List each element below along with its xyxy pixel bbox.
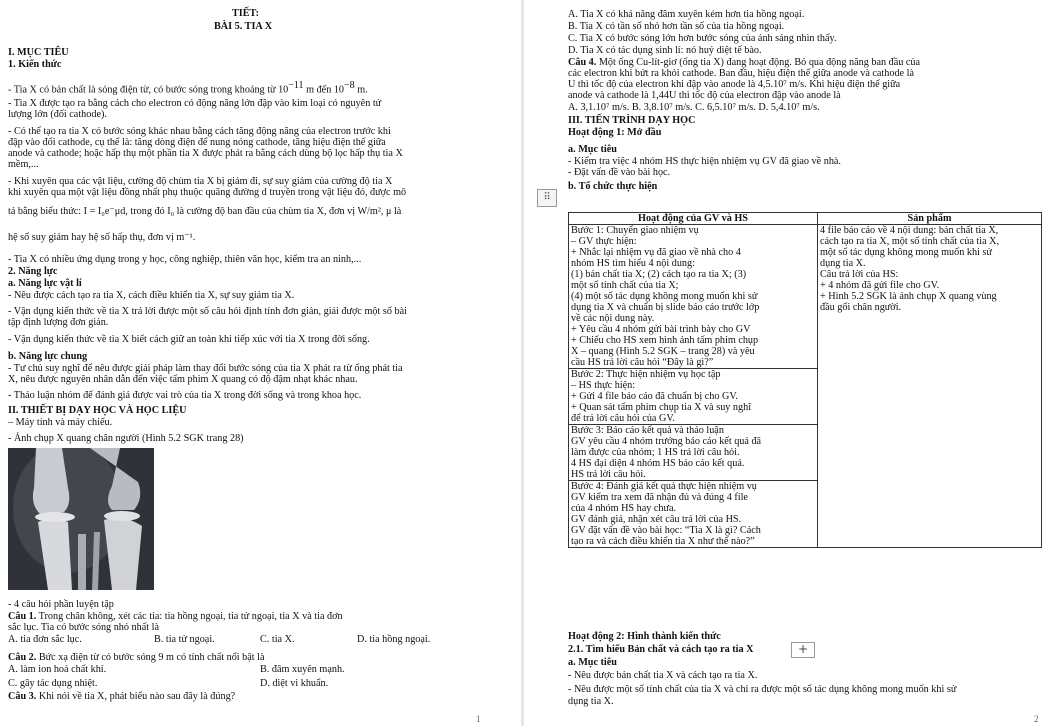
table-line: + Hình 5.2 SGK là ảnh chụp X quang vùng: [820, 291, 997, 302]
activity-2-objective-cont: dụng tia X.: [568, 696, 614, 707]
q3-option-c: C. Tia X có bước sóng lớn hơn bước sóng của ánh sáng nhìn thấy.: [568, 33, 837, 44]
table-line: GV yêu cầu 4 nhóm trưởng báo cáo kết quả đã: [571, 436, 762, 447]
knowledge-item-3-cont: đập vào đối cathode, cụ thể là: tăng dòng điện để nung nóng cathode, tăng hiệu điện thế giữa: [8, 137, 386, 148]
table-header-activity: Hoạt động của GV và HS: [569, 213, 818, 225]
knowledge-item-2-cont: lượng lớn (đối cathode).: [8, 109, 107, 120]
table-line: Bước 2: Thực hiện nhiệm vụ học tập: [569, 368, 817, 380]
table-line: Bước 1: Chuyển giao nhiệm vụ: [571, 225, 699, 236]
table-line: Câu trả lời của HS:: [820, 269, 899, 280]
table-line: 4 file báo cáo về 4 nội dung: bản chất tia X,: [820, 225, 999, 236]
q3-option-b: B. Tia X có tần số nhỏ hơn tần số của tia hồng ngoại.: [568, 21, 785, 32]
table-line: tạo ra và cách điều khiển tia X như thế nào?”: [571, 536, 755, 547]
activity-1-objectives-label: a. Mục tiêu: [568, 144, 617, 155]
table-line: + Nhắc lại nhiệm vụ đã giao về nhà cho 4: [571, 247, 741, 258]
table-line: Bước 3: Báo cáo kết quả và thảo luận: [569, 424, 817, 436]
subsection-competence: 2. Năng lực: [8, 266, 58, 277]
question-4-cont: U thì tốc độ của electron khi đập vào anode là 4,5.10⁷ m/s. Khi hiệu điện thế giữa: [568, 79, 901, 90]
question-1-option-d: D. tia hồng ngoại.: [357, 634, 431, 645]
table-line: – HS thực hiện:: [571, 380, 636, 391]
knowledge-item-4-formula: tả bằng biểu thức: I = I₀e⁻μd, trong đó I₀ là cường độ ban đầu của chùm tia X, đơn vị W/m², μ là: [8, 206, 402, 217]
knowledge-item-3-cont: anode và cathode; hoặc hấp thụ một phần tia X được phát ra bằng cách dùng bộ lọc hấp thụ tia X: [8, 148, 403, 159]
knowledge-item-5: - Tia X có nhiều ứng dụng trong y học, công nghiệp, thiên văn học, kiểm tra an ninh,...: [8, 254, 362, 265]
table-line: một số tác dụng không mong muốn khi sử: [820, 247, 992, 258]
question-2-option-b: B. đâm xuyên mạnh.: [260, 664, 345, 675]
table-line: dụng tia X.: [820, 258, 866, 269]
knowledge-item-4-cont: hệ số suy giảm hay hệ số hấp thụ, đơn vị m⁻¹.: [8, 232, 196, 243]
knowledge-item-4: - Khi xuyên qua các vật liệu, cường độ chùm tia X bị giảm đi, sự suy giảm của cường độ tia X: [8, 176, 393, 187]
section-equipment: II. THIẾT BỊ DẠY HỌC VÀ HỌC LIỆU: [8, 405, 187, 416]
drag-handle-icon[interactable]: ⠿: [537, 189, 557, 207]
table-line: + Chiếu cho HS xem hình ảnh tấm phim chụp: [571, 335, 759, 346]
general-competence-item: - Thảo luận nhóm để đánh giá được vai trò của tia X trong đời sống và trong khoa học.: [8, 390, 362, 401]
table-line: để trả lời câu hỏi của GV.: [571, 413, 675, 424]
activity-2-objective: - Nêu được bản chất tia X và cách tạo ra tia X.: [568, 670, 758, 681]
table-line: 4 HS đại diện 4 nhóm HS báo cáo kết quả.: [571, 458, 745, 469]
activity-table: [568, 212, 1042, 548]
question-1-option-b: B. tia tử ngoại.: [154, 634, 215, 645]
question-4-options: A. 3,1.10⁷ m/s. B. 3,8.10⁷ m/s. C. 6,5.10⁷ m/s. D. 5,4.10⁷ m/s.: [568, 102, 820, 113]
knowledge-item-3: - Có thể tạo ra tia X có bước sóng khác nhau bằng cách tăng động năng của electron trước khi: [8, 126, 391, 137]
table-line: + 4 nhóm đã gửi file cho GV.: [820, 280, 940, 291]
question-1-cont: sắc lục. Tia có bước sóng nhỏ nhất là: [8, 622, 159, 633]
xray-illustration: [8, 448, 154, 590]
table-line: + Quan sát tấm phim chụp tia X và suy nghĩ: [571, 402, 752, 413]
knowledge-item-3-cont: mềm,...: [8, 159, 39, 170]
practice-questions-label: - 4 câu hỏi phần luyện tập: [8, 599, 114, 610]
section-objectives: I. MỤC TIÊU: [8, 47, 69, 58]
page-number: 2: [1034, 714, 1039, 724]
table-line: + Gửi 4 file báo cáo đã chuẩn bị cho GV.: [571, 391, 738, 402]
table-cell-product: [818, 225, 1042, 548]
table-line: + Yêu cầu 4 nhóm gửi bài trình bày cho GV: [571, 324, 751, 335]
question-4-cont: các electron khi bứt ra khỏi cathode. Ban đầu, hiệu điện thế giữa anode và cathode là: [568, 68, 914, 79]
table-line: cầu HS trả lời câu hỏi “Đây là gì?”: [571, 357, 714, 368]
general-competence-item-cont: X, nêu được nguyên nhân dẫn đến việc tấm phim X quang có độ đậm nhạt khác nhau.: [8, 374, 358, 385]
q3-option-d: D. Tia X có tác dụng sinh lí: nó huỷ diệt tế bào.: [568, 45, 762, 56]
table-line: về các nội dung này.: [571, 313, 655, 324]
activity-2-objectives-label: a. Mục tiêu: [568, 657, 617, 668]
table-line: cách tạo ra tia X, một số tính chất của tia X,: [820, 236, 1000, 247]
activity-1-objective: - Kiểm tra việc 4 nhóm HS thực hiện nhiệm vụ GV đã giao về nhà.: [568, 156, 841, 167]
knowledge-item-2: - Tia X được tạo ra bằng cách cho electron có động năng lớn đập vào kim loại có nguyên tử: [8, 98, 382, 109]
equipment-item: - Ảnh chụp X quang chân người (Hình 5.2 SGK trang 28): [8, 433, 244, 444]
question-2-option-c: C. gây tác dụng nhiệt.: [8, 678, 98, 689]
table-line: GV đặt vấn đề vào bài học: “Tia X là gì? Cách: [571, 525, 761, 536]
q3-option-a: A. Tia X có khả năng đâm xuyên kém hơn tia hồng ngoại.: [568, 9, 805, 20]
activity-2-objective: - Nêu được một số tính chất của tia X và chỉ ra được một số tác dụng không mong muốn khi sử: [568, 684, 957, 695]
table-line: – GV thực hiện:: [571, 236, 637, 247]
table-line: đầu gối chân người.: [820, 302, 902, 313]
activity-2-title: Hoạt động 2: Hình thành kiến thức: [568, 631, 721, 642]
competence-item: - Nêu được cách tạo ra tia X, cách điều khiển tia X, sự suy giảm tia X.: [8, 290, 295, 301]
table-line: (4) một số tác dụng không mong muốn khi sử: [571, 291, 758, 302]
lesson-period-label: TIẾT:: [232, 8, 259, 19]
equipment-item: – Máy tính và máy chiếu.: [8, 417, 113, 428]
competence-item: - Vận dụng kiến thức về tia X biết cách giữ an toàn khi tiếp xúc với tia X trong đời sống.: [8, 334, 370, 345]
general-competence-item: - Tư chủ suy nghĩ để nêu được giải pháp làm thay đổi bước sóng của tia X phát ra từ ống phát tia: [8, 363, 403, 374]
table-line: X – quang (Hình 5.2 SGK – trang 28) và yêu: [571, 346, 755, 357]
table-line: Bước 4: Đánh giá kết quả thực hiện nhiệm vụ: [569, 480, 817, 492]
question-1-option-a: A. tia đơn sắc lục.: [8, 634, 82, 645]
table-line: nhóm HS tìm hiểu 4 nội dung:: [571, 258, 695, 269]
question-1: Câu 1. Trong chân không, xét các tia: tia hồng ngoại, tia tử ngoại, tia X và tia đơn: [8, 611, 343, 622]
question-4-cont: anode và cathode là 1,44U thì tốc độ của electron đập vào anode là: [568, 90, 841, 101]
table-header-product: Sản phẩm: [818, 213, 1042, 225]
plus-icon[interactable]: +: [791, 642, 815, 658]
table-cell-activity: [569, 225, 818, 548]
knee-xray-image[interactable]: [8, 448, 154, 590]
question-2: Câu 2. Bức xạ điện từ có bước sóng 9 m có tính chất nổi bật là: [8, 652, 265, 663]
activity-1-title: Hoạt động 1: Mở đầu: [568, 127, 662, 138]
table-line: HS trả lời câu hỏi.: [571, 469, 646, 480]
table-line: của 4 nhóm HS hay chưa.: [571, 503, 677, 514]
table-line: (1) bản chất tia X; (2) cách tạo ra tia X; (3): [571, 269, 747, 280]
subsection-general-competence: b. Năng lực chung: [8, 351, 88, 362]
activity-1-organization-label: b. Tổ chức thực hiện: [568, 181, 658, 192]
question-1-option-c: C. tia X.: [260, 634, 295, 645]
activity-2-1-title: 2.1. Tìm hiểu Bản chất và cách tạo ra tia X: [568, 644, 754, 655]
competence-item: - Vận dụng kiến thức về tia X trả lời được một số câu hỏi định tính đơn giản, giải được một số bài: [8, 306, 407, 317]
subsection-knowledge: 1. Kiến thức: [8, 59, 62, 70]
page-number: 1: [476, 714, 481, 724]
knowledge-item-4-cont: khi xuyên qua một vật liệu đồng nhất phụ thuộc quãng đường d truyền trong vật liệu đó, được mô: [8, 187, 407, 198]
question-4: Câu 4. Một ống Cu-lít-giơ (ống tia X) đang hoạt động. Bỏ qua động năng ban đầu của: [568, 57, 921, 68]
section-teaching-process: III. TIẾN TRÌNH DẠY HỌC: [568, 115, 696, 126]
question-3: Câu 3. Khi nói về tia X, phát biểu nào sau đây là đúng?: [8, 691, 236, 702]
table-line: một số tính chất của tia X;: [571, 280, 679, 291]
document-page-2: [524, 0, 1042, 726]
table-line: GV kiểm tra xem đã nhận đủ và đúng 4 file: [571, 492, 748, 503]
question-2-option-d: D. diệt vi khuẩn.: [260, 678, 329, 689]
knowledge-item-1: - Tia X có bản chất là sóng điện từ, có bước sóng trong khoảng từ $10^{-11}$ m đến $10^{-8}$ m.: [8, 80, 368, 96]
activity-1-objective: - Đặt vấn đề vào bài học.: [568, 167, 671, 178]
lesson-title: BÀI 5. TIA X: [214, 21, 273, 32]
subsection-physics-competence: a. Năng lực vật lí: [8, 278, 82, 289]
competence-item-cont: tập định lượng đơn giản.: [8, 317, 109, 328]
table-line: làm được của nhóm; 1 HS trả lời câu hỏi.: [571, 447, 740, 458]
question-2-option-a: A. làm ion hoá chất khí.: [8, 664, 107, 675]
table-line: dụng tia X và chuẩn bị slide báo cáo trước lớp: [571, 302, 760, 313]
table-line: GV đánh giá, nhận xét câu trả lời của HS.: [571, 514, 742, 525]
